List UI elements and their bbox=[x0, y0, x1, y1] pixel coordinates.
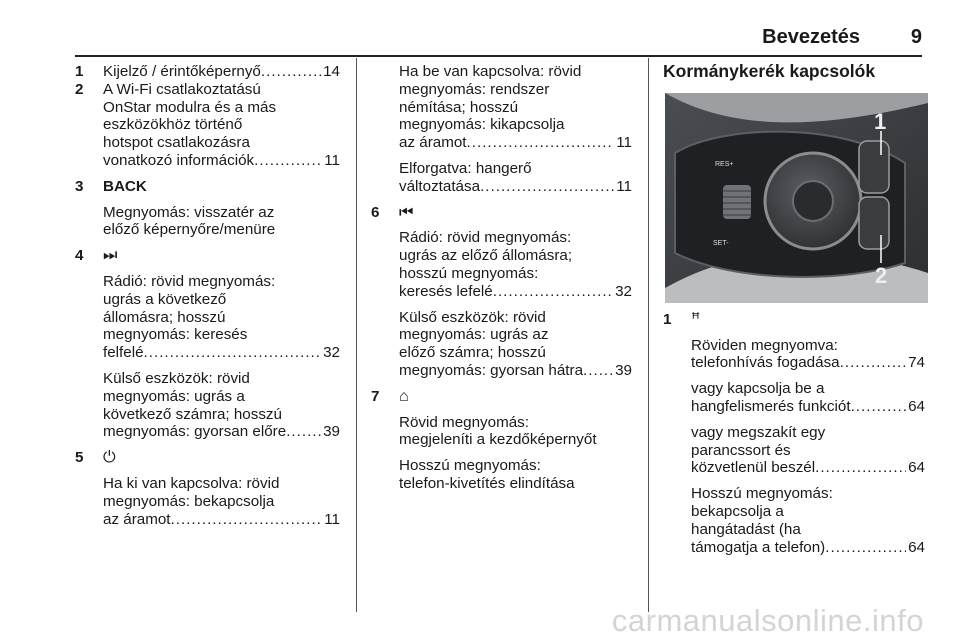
list-item bbox=[663, 311, 925, 557]
item-text: Külső eszközök: rövid bbox=[103, 369, 250, 387]
item-heading: BACK bbox=[103, 177, 147, 195]
steering-wheel-illustration bbox=[665, 93, 928, 303]
item-text: hangfelismerés funkciót bbox=[691, 397, 851, 415]
item-text: megnyomás: rendszer bbox=[399, 80, 550, 98]
page-ref: 64 bbox=[908, 459, 925, 477]
item-text: az áramot bbox=[399, 134, 467, 152]
item-text: ugrás az előző állomásra; bbox=[399, 247, 573, 265]
item-text: Rádió: rövid megnyomás: bbox=[399, 229, 572, 247]
power-icon: ⏻ bbox=[103, 449, 116, 467]
item-number: 7 bbox=[371, 387, 380, 405]
header-rule bbox=[75, 55, 922, 57]
res-label: RES+ bbox=[715, 160, 734, 168]
list-item bbox=[371, 388, 632, 493]
column-divider-1 bbox=[356, 58, 357, 612]
item-text: ugrás a következő bbox=[103, 290, 227, 308]
callout-1: 1 bbox=[874, 108, 887, 134]
item-text: előző számra; hosszú bbox=[399, 344, 546, 362]
item-text: hosszú megnyomás: bbox=[399, 264, 539, 282]
item-text: megnyomás: bekapcsolja bbox=[103, 492, 275, 510]
item-text: telefon-kivetítés elindítása bbox=[399, 474, 575, 492]
page-ref: 64 bbox=[908, 538, 925, 556]
item-text: változtatása bbox=[399, 177, 481, 195]
item-text: OnStar modulra és a más bbox=[103, 98, 277, 116]
set-label: SET- bbox=[713, 239, 729, 247]
item-text: Ha ki van kapcsolva: rövid bbox=[103, 474, 280, 492]
column-3 bbox=[663, 63, 925, 556]
item-text: Ha be van kapcsolva: rövid bbox=[399, 63, 582, 80]
hang-up-button bbox=[859, 197, 889, 249]
item-number: 1 bbox=[663, 310, 672, 328]
item-text: Hosszú megnyomás: bbox=[399, 457, 541, 475]
item-text: az áramot bbox=[103, 510, 171, 528]
item-text: Kijelző / érintőképernyő bbox=[103, 63, 261, 80]
voice-button bbox=[859, 141, 889, 193]
list-item bbox=[75, 449, 340, 528]
page-title: Bevezetés bbox=[762, 26, 860, 48]
item-text: megnyomás: gyorsan hátra bbox=[399, 361, 584, 379]
item-text: következő számra; hosszú bbox=[103, 405, 282, 423]
item-text: állomásra; hosszú bbox=[103, 308, 226, 326]
voice-recognition-icon: ꟸ bbox=[691, 310, 701, 328]
list-item bbox=[75, 247, 340, 441]
item-text: támogatja a telefon) bbox=[691, 538, 826, 556]
item-number: 4 bbox=[75, 247, 84, 265]
item-text: Rövid megnyomás: bbox=[399, 413, 529, 431]
page-ref: 39 bbox=[323, 423, 340, 441]
page-ref: 39 bbox=[615, 361, 632, 379]
page-ref: 11 bbox=[324, 510, 340, 528]
section-title: Kormánykerék kapcsolók bbox=[663, 61, 876, 81]
page-ref: 32 bbox=[323, 344, 340, 362]
home-icon: ⌂ bbox=[399, 387, 409, 405]
item-text: megnyomás: kikapcsolja bbox=[399, 116, 565, 134]
watermark: carmanualsonline.info bbox=[611, 603, 924, 638]
steering-wheel-controls-figure bbox=[665, 93, 928, 303]
previous-track-icon: ⏮ bbox=[399, 203, 414, 221]
item-text: hangátadást (ha bbox=[691, 520, 801, 538]
item-text: Hosszú megnyomás: bbox=[691, 485, 833, 503]
item-text: parancssort és bbox=[691, 441, 791, 459]
item-text: Elforgatva: hangerő bbox=[399, 159, 532, 177]
page-ref: 74 bbox=[908, 354, 925, 372]
item-number: 3 bbox=[75, 177, 84, 195]
page-ref: 11 bbox=[616, 177, 632, 195]
column-1 bbox=[75, 63, 340, 528]
item-number: 5 bbox=[75, 449, 84, 467]
list-item bbox=[371, 204, 632, 380]
column-divider-2 bbox=[648, 58, 649, 612]
item-text: felfelé bbox=[103, 344, 144, 362]
item-text: Röviden megnyomva: bbox=[691, 336, 838, 354]
item-text: eszközökhöz történő bbox=[103, 116, 243, 134]
item-number: 6 bbox=[371, 203, 380, 221]
list-item bbox=[75, 178, 340, 239]
list-item bbox=[75, 63, 340, 81]
next-track-icon: ⏭ bbox=[103, 247, 118, 265]
page-ref: 11 bbox=[616, 134, 632, 152]
item-text: keresés lefelé bbox=[399, 282, 493, 300]
item-text: megnyomás: ugrás a bbox=[103, 387, 245, 405]
page-number: 9 bbox=[910, 26, 922, 48]
item-text: megnyomás: keresés bbox=[103, 326, 248, 344]
page-header bbox=[75, 20, 922, 48]
page-ref: 14 bbox=[323, 63, 340, 80]
callout-2: 2 bbox=[875, 262, 888, 288]
list-item bbox=[75, 81, 340, 170]
item-text: vagy megszakít egy bbox=[691, 423, 826, 441]
item-text: vonatkozó információk bbox=[103, 151, 255, 169]
item-text: bekapcsolja a bbox=[691, 502, 784, 520]
item-number: 2 bbox=[75, 80, 84, 98]
item-text: megnyomás: ugrás az bbox=[399, 326, 549, 344]
page-ref: 32 bbox=[615, 282, 632, 300]
item-text: vagy kapcsolja be a bbox=[691, 380, 825, 398]
item-text: Külső eszközök: rövid bbox=[399, 308, 546, 326]
item-text: Megnyomás: visszatér az bbox=[103, 203, 275, 221]
item-text: hotspot csatlakozásra bbox=[103, 134, 250, 152]
item-text: megjeleníti a kezdőképernyőt bbox=[399, 431, 597, 449]
item-text: némítása; hosszú bbox=[399, 98, 519, 116]
item-text: Rádió: rövid megnyomás: bbox=[103, 272, 276, 290]
item-text: megnyomás: gyorsan előre bbox=[103, 423, 287, 441]
page-ref: 11 bbox=[324, 151, 340, 169]
page-ref: 64 bbox=[908, 397, 925, 415]
item-text: közvetlenül beszél bbox=[691, 459, 816, 477]
item-text: előző képernyőre/menüre bbox=[103, 221, 276, 239]
item-text: A Wi-Fi csatlakoztatású bbox=[103, 80, 261, 98]
column-2 bbox=[371, 63, 632, 493]
cruise-wheel bbox=[723, 185, 751, 219]
item-text: telefonhívás fogadása bbox=[691, 354, 840, 372]
item-number: 1 bbox=[75, 63, 84, 80]
